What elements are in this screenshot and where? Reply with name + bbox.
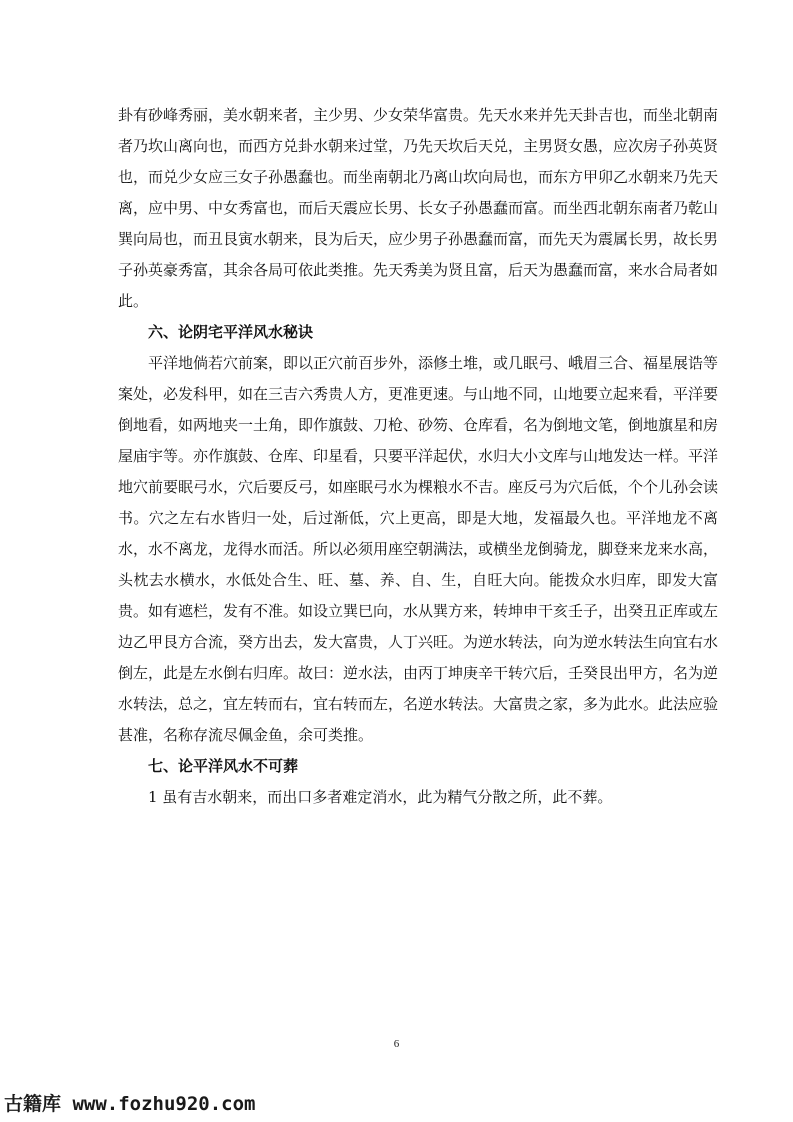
section-heading-7: 七、论平洋风水不可葬 bbox=[148, 757, 299, 775]
paragraph-1: 卦有砂峰秀丽，美水朝来者，主少男、少女荣华富贵。先天水来并先天卦吉也，而坐北朝南者乃坎山离向也，而西方兑卦水朝来过堂，乃先天坎后天兑，主男贤女愚，应次房子孙英贤也，而兑少女应三女子孙愚蠢也。而坐南朝北乃离山坎向局也，而东方甲卯乙水朝来乃先天离，应中男、中女秀富也，而后天震应长男、长女子孙愚蠢而富。而坐西北朝东南者乃乾山巽向局也，而丑艮寅水朝来，艮为后天，应少男子孙愚蠢而富，而先天为震属长男，故长男子孙英豪秀富，其余各局可依此类推。先天秀美为贤且富，后天为愚蠢而富，来水合局者如此。 bbox=[118, 106, 719, 310]
paragraph-3: 1 虽有吉水朝来，而出口多者难定消水，此为精气分散之所，此不葬。 bbox=[148, 788, 613, 806]
body-text bbox=[118, 100, 718, 813]
page-number: 6 bbox=[393, 1038, 400, 1050]
section-heading-6: 六、论阴宅平洋风水秘诀 bbox=[148, 323, 314, 341]
site-watermark: 古籍库 www.fozhu920.com bbox=[4, 1093, 256, 1115]
paragraph-2: 平洋地倘若穴前案，即以正穴前百步外，添修土堆，或几眠弓、峨眉三合、福星展诰等案处，必发科甲，如在三吉六秀贵人方，更准更速。与山地不同，山地要立起来看，平洋要倒地看，如两地夹一土角，即作旗鼓、刀枪、砂笏、仓库看，名为倒地文笔，倒地旗星和房屋庙宇等。亦作旗鼓、仓库、印星看，只要平洋起伏，水归大小文库与山地发达一样。平洋地穴前要眠弓水，穴后要反弓，如座眠弓水为棵粮水不吉。座反弓为穴后低，个个儿孙会读书。穴之左右水皆归一处，后过渐低，穴上更高，即是大地，发福最久也。平洋地龙不离水，水不离龙，龙得水而活。所以必须用座空朝满法，或横坐龙倒骑龙，脚登来龙来水高，头枕去水横水，水低处合生、旺、墓、养、自、生，自旺大向。能拨众水归库，即发大富贵。如有遮栏，发有不准。如设立巽巳向，水从巽方来，转坤申干亥壬子，出癸丑正库或左边乙甲艮方合流，癸方出去，发大富贵，人丁兴旺。为逆水转法，向为逆水转法生向宜右水倒左，此是左水倒右归库。故曰：逆水法，由丙丁坤庚辛干转穴后，壬癸艮出甲方，名为逆水转法，总之，宜左转而右，宜右转而左，名逆水转法。大富贵之家，多为此水。此法应验甚准，名称存流尽佩金鱼，余可类推。 bbox=[118, 354, 719, 744]
